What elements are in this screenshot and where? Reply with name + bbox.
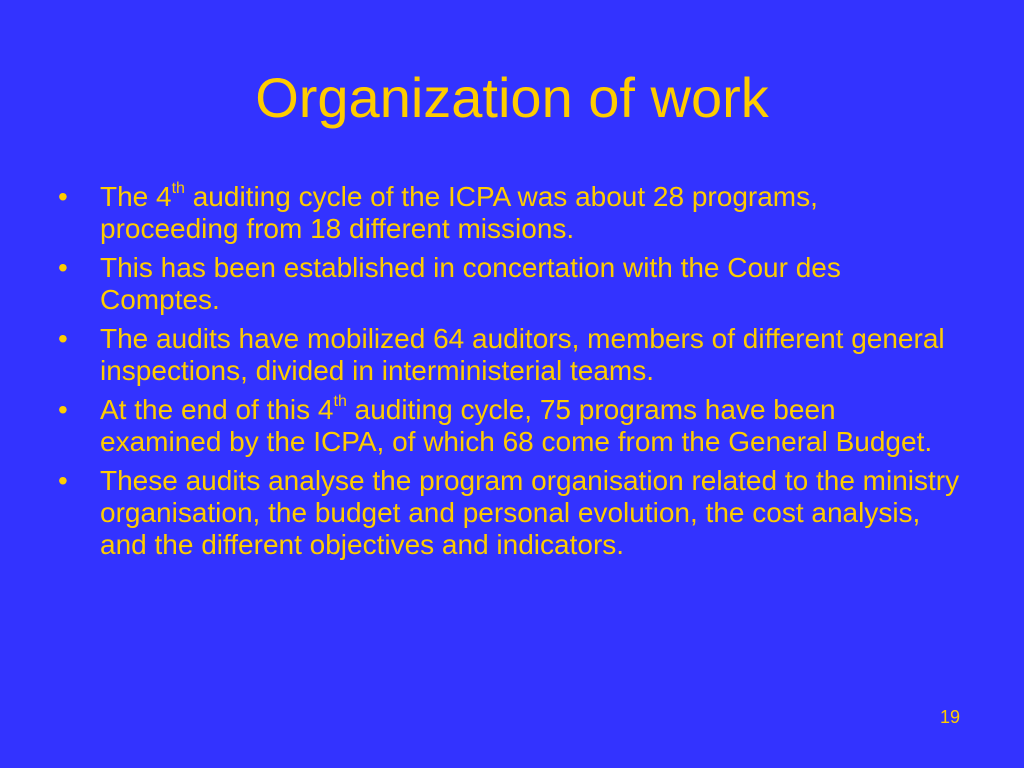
bullet-marker: •	[58, 323, 68, 354]
bullet-text: The audits have mobilized 64 auditors, members of different general inspections, divided in interministerial teams.	[100, 323, 945, 386]
page-number: 19	[940, 707, 961, 727]
bullet-marker: •	[58, 394, 68, 425]
bullet-item	[55, 323, 960, 387]
slide-title: Organization of work	[255, 66, 769, 129]
bullet-item	[55, 394, 960, 458]
bullet-item	[55, 181, 960, 245]
bullet-text-end: auditing cycle, 75 programs have been examined by the ICPA, of which 68 come from the General Budget.	[100, 394, 933, 457]
bullet-text-end: auditing cycle of the ICPA was about 28 programs, proceeding from 18 different missions.	[100, 181, 818, 244]
bullet-text-start: At the end of this 4	[100, 394, 334, 425]
bullet-item	[55, 252, 960, 316]
ordinal-superscript: th	[333, 392, 347, 410]
bullet-text: This has been established in concertation with the Cour des Comptes.	[100, 252, 841, 315]
bullet-marker: •	[58, 465, 68, 496]
bullet-marker: •	[58, 181, 68, 212]
bullet-text-start: The 4	[100, 181, 172, 212]
bullet-item	[55, 465, 960, 561]
ordinal-superscript: th	[171, 179, 185, 197]
bullet-text: These audits analyse the program organisation related to the ministry organisation, the budget and personal evolution, the cost analysis, and the different objectives and indicators.	[100, 465, 960, 560]
bullet-marker: •	[58, 252, 68, 283]
bullet-list	[55, 181, 960, 568]
